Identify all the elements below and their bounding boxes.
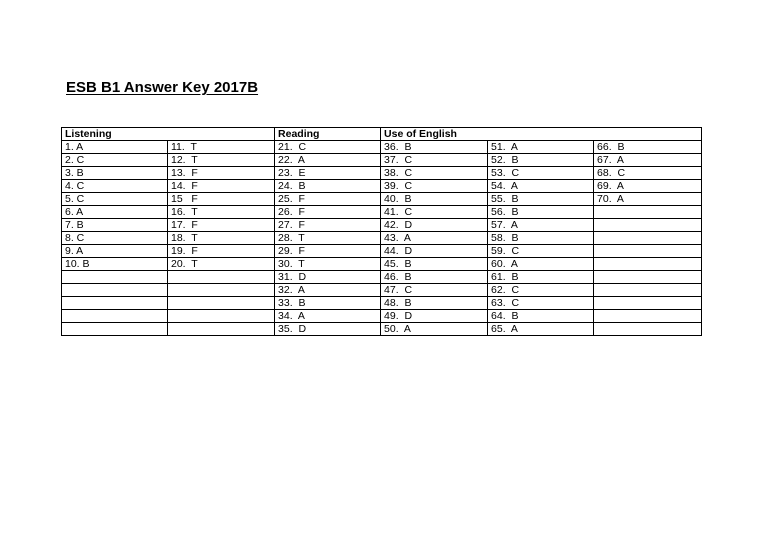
use-of-english-cell: 46. B — [381, 271, 488, 284]
table-row — [62, 284, 702, 297]
use-of-english-cell — [594, 245, 702, 258]
reading-cell: 30. T — [275, 258, 381, 271]
reading-header: Reading — [275, 128, 381, 141]
use-of-english-cell: 64. B — [488, 310, 594, 323]
listening-cell: 9. A — [62, 245, 168, 258]
reading-cell: 28. T — [275, 232, 381, 245]
use-of-english-cell: 67. A — [594, 154, 702, 167]
reading-cell: 21. C — [275, 141, 381, 154]
use-of-english-cell: 41. C — [381, 206, 488, 219]
use-of-english-cell — [594, 258, 702, 271]
listening-cell: 17. F — [168, 219, 275, 232]
listening-cell: 7. B — [62, 219, 168, 232]
listening-cell: 14. F — [168, 180, 275, 193]
listening-cell — [168, 271, 275, 284]
use-of-english-cell: 57. A — [488, 219, 594, 232]
table-row — [62, 232, 702, 245]
reading-cell: 32. A — [275, 284, 381, 297]
use-of-english-cell: 63. C — [488, 297, 594, 310]
use-of-english-cell: 52. B — [488, 154, 594, 167]
use-of-english-cell — [594, 297, 702, 310]
use-of-english-header: Use of English — [381, 128, 702, 141]
listening-cell: 2. C — [62, 154, 168, 167]
use-of-english-cell: 44. D — [381, 245, 488, 258]
listening-cell — [168, 297, 275, 310]
table-header-row — [62, 128, 702, 141]
use-of-english-cell: 39. C — [381, 180, 488, 193]
reading-cell: 31. D — [275, 271, 381, 284]
listening-cell: 20. T — [168, 258, 275, 271]
use-of-english-cell: 70. A — [594, 193, 702, 206]
listening-cell: 11. T — [168, 141, 275, 154]
table-row — [62, 154, 702, 167]
table-row — [62, 167, 702, 180]
use-of-english-cell: 59. C — [488, 245, 594, 258]
listening-cell: 4. C — [62, 180, 168, 193]
listening-cell: 15 F — [168, 193, 275, 206]
reading-cell: 34. A — [275, 310, 381, 323]
use-of-english-cell: 48. B — [381, 297, 488, 310]
listening-cell — [62, 297, 168, 310]
listening-cell: 10. B — [62, 258, 168, 271]
table-row — [62, 323, 702, 336]
use-of-english-cell — [594, 310, 702, 323]
use-of-english-cell: 40. B — [381, 193, 488, 206]
listening-cell: 13. F — [168, 167, 275, 180]
reading-cell: 33. B — [275, 297, 381, 310]
reading-cell: 35. D — [275, 323, 381, 336]
listening-cell: 6. A — [62, 206, 168, 219]
answer-rows — [62, 141, 702, 336]
use-of-english-cell: 55. B — [488, 193, 594, 206]
reading-cell: 25. F — [275, 193, 381, 206]
use-of-english-cell — [594, 323, 702, 336]
use-of-english-cell: 56. B — [488, 206, 594, 219]
use-of-english-cell: 69. A — [594, 180, 702, 193]
use-of-english-cell — [594, 271, 702, 284]
use-of-english-cell: 51. A — [488, 141, 594, 154]
use-of-english-cell — [594, 206, 702, 219]
reading-cell: 22. A — [275, 154, 381, 167]
listening-cell — [168, 310, 275, 323]
table-row — [62, 180, 702, 193]
use-of-english-cell: 65. A — [488, 323, 594, 336]
use-of-english-cell: 43. A — [381, 232, 488, 245]
table-row — [62, 245, 702, 258]
reading-cell: 27. F — [275, 219, 381, 232]
use-of-english-cell: 66. B — [594, 141, 702, 154]
use-of-english-cell: 50. A — [381, 323, 488, 336]
listening-cell — [62, 310, 168, 323]
use-of-english-cell: 68. C — [594, 167, 702, 180]
page-title: ESB B1 Answer Key 2017B — [66, 79, 259, 96]
listening-cell — [168, 323, 275, 336]
listening-cell: 1. A — [62, 141, 168, 154]
table-row — [62, 297, 702, 310]
table-row — [62, 206, 702, 219]
use-of-english-cell: 49. D — [381, 310, 488, 323]
use-of-english-cell: 36. B — [381, 141, 488, 154]
use-of-english-cell — [594, 232, 702, 245]
table-row — [62, 141, 702, 154]
use-of-english-cell: 61. B — [488, 271, 594, 284]
use-of-english-cell: 45. B — [381, 258, 488, 271]
reading-cell: 26. F — [275, 206, 381, 219]
listening-cell: 12. T — [168, 154, 275, 167]
listening-cell: 8. C — [62, 232, 168, 245]
use-of-english-cell — [594, 284, 702, 297]
listening-cell — [62, 271, 168, 284]
use-of-english-cell — [594, 219, 702, 232]
answer-key-table — [61, 127, 702, 336]
listening-cell: 5. C — [62, 193, 168, 206]
table-row — [62, 271, 702, 284]
reading-cell: 29. F — [275, 245, 381, 258]
use-of-english-cell: 58. B — [488, 232, 594, 245]
table-row — [62, 219, 702, 232]
use-of-english-cell: 54. A — [488, 180, 594, 193]
listening-cell: 16. T — [168, 206, 275, 219]
use-of-english-cell: 60. A — [488, 258, 594, 271]
listening-header: Listening — [62, 128, 275, 141]
use-of-english-cell: 62. C — [488, 284, 594, 297]
listening-cell — [62, 284, 168, 297]
reading-cell: 23. E — [275, 167, 381, 180]
table-row — [62, 193, 702, 206]
use-of-english-cell: 42. D — [381, 219, 488, 232]
use-of-english-cell: 53. C — [488, 167, 594, 180]
use-of-english-cell: 38. C — [381, 167, 488, 180]
table-row — [62, 310, 702, 323]
listening-cell: 19. F — [168, 245, 275, 258]
use-of-english-cell: 47. C — [381, 284, 488, 297]
listening-cell — [168, 284, 275, 297]
table-row — [62, 258, 702, 271]
listening-cell — [62, 323, 168, 336]
listening-cell: 3. B — [62, 167, 168, 180]
listening-cell: 18. T — [168, 232, 275, 245]
use-of-english-cell: 37. C — [381, 154, 488, 167]
reading-cell: 24. B — [275, 180, 381, 193]
